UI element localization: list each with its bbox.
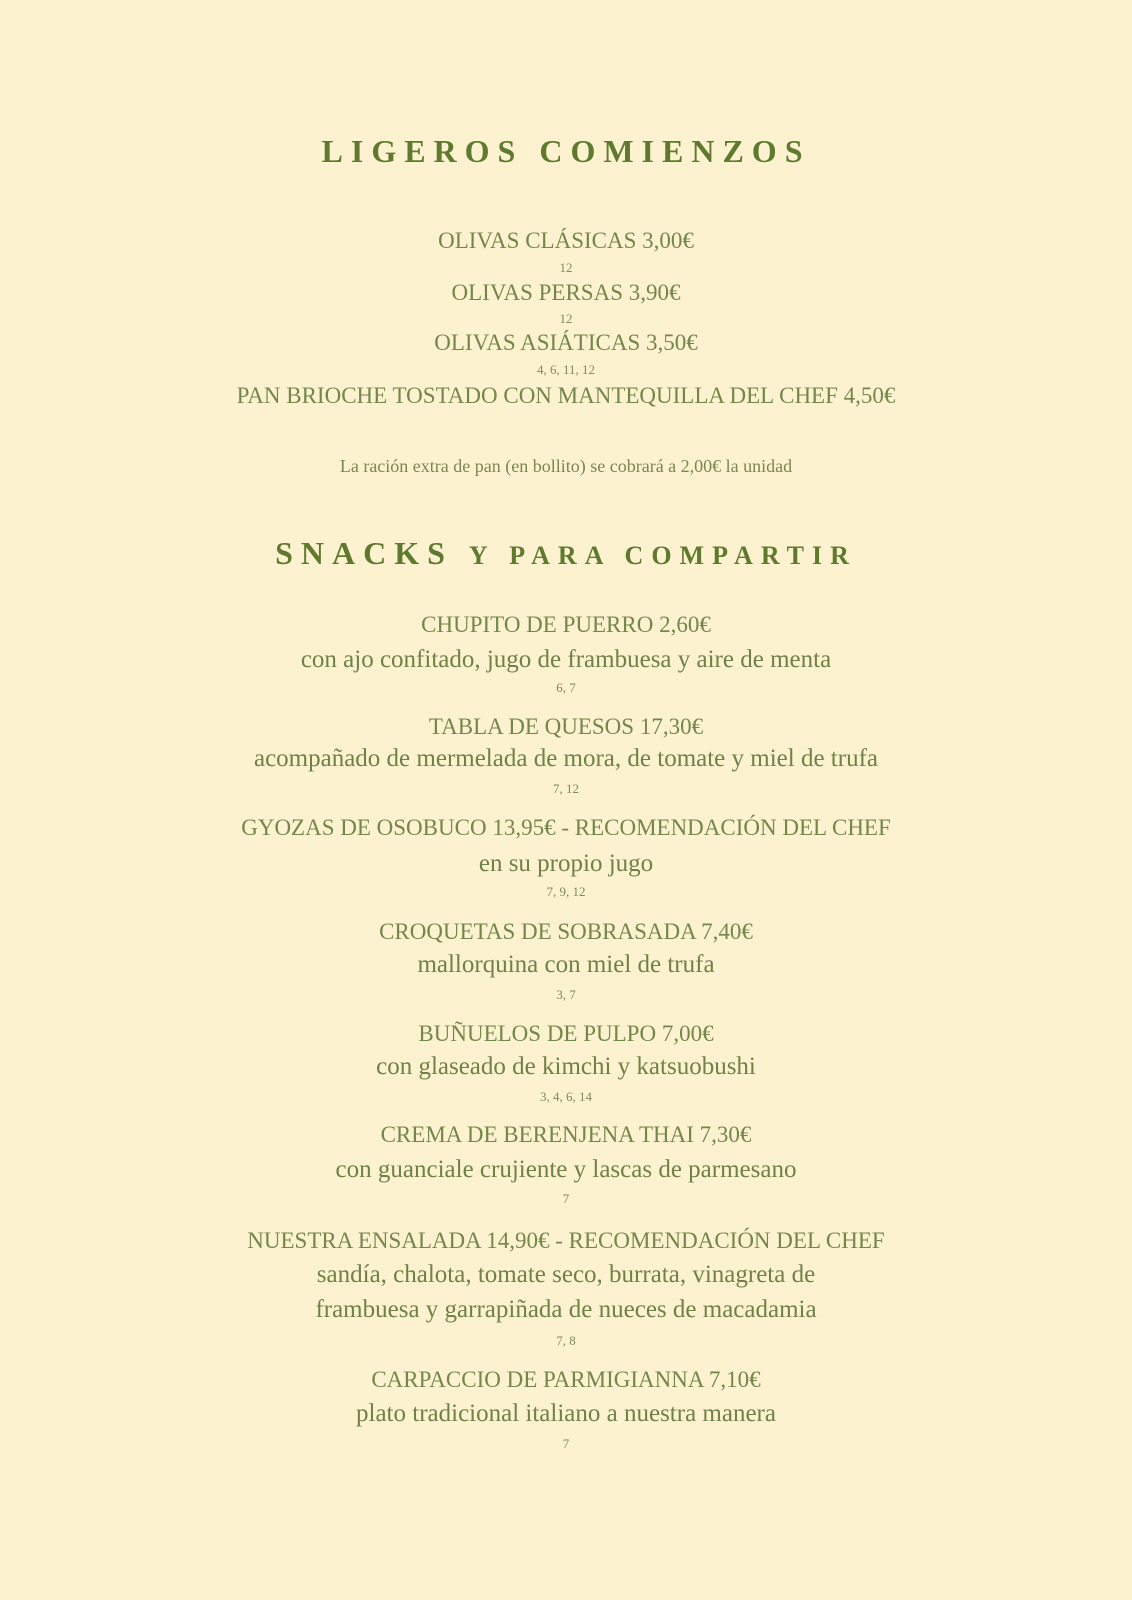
allergen-codes: 7 xyxy=(562,1436,570,1451)
menu-item-description: acompañado de mermelada de mora, de tomate y miel de trufa xyxy=(253,745,879,772)
menu-item-description: en su propio jugo xyxy=(478,850,654,877)
menu-item-name: BUÑUELOS DE PULPO 7,00€ xyxy=(418,1021,714,1046)
menu-item-name: PAN BRIOCHE TOSTADO CON MANTEQUILLA DEL CHEF 4,50€ xyxy=(236,383,896,408)
menu-item-description: con ajo confitado, jugo de frambuesa y aire de menta xyxy=(300,646,832,673)
menu-item-name: GYOZAS DE OSOBUCO 13,95€ - RECOMENDACIÓN DEL CHEF xyxy=(241,815,891,840)
menu-item-description: mallorquina con miel de trufa xyxy=(417,951,715,978)
menu-item-name: OLIVAS PERSAS 3,90€ xyxy=(451,280,681,305)
section-title-snacks-small: Y PARA COMPARTIR xyxy=(468,541,857,570)
menu-item-name: CROQUETAS DE SOBRASADA 7,40€ xyxy=(379,919,753,944)
allergen-codes: 3, 4, 6, 14 xyxy=(540,1089,592,1104)
allergen-codes: 7 xyxy=(562,1191,570,1206)
section-title-ligeros-comienzos: LIGEROS COMIENZOS xyxy=(321,133,811,169)
menu-item-name: NUESTRA ENSALADA 14,90€ - RECOMENDACIÓN DEL CHEF xyxy=(247,1228,885,1253)
menu-item-name: TABLA DE QUESOS 17,30€ xyxy=(428,714,704,739)
allergen-codes: 6, 7 xyxy=(556,680,576,695)
bread-note: La ración extra de pan (en bollito) se cobrará a 2,00€ la unidad xyxy=(339,456,793,476)
menu-item-name: CREMA DE BERENJENA THAI 7,30€ xyxy=(380,1122,752,1147)
section-title-snacks-big: SNACKS xyxy=(275,535,453,571)
menu-item-name: CARPACCIO DE PARMIGIANNA 7,10€ xyxy=(371,1367,761,1392)
menu-item-name: CHUPITO DE PUERRO 2,60€ xyxy=(421,612,711,637)
menu-item-description: con guanciale crujiente y lascas de parmesano xyxy=(335,1156,797,1183)
menu-item-description: con glaseado de kimchi y katsuobushi xyxy=(376,1053,756,1080)
menu-item-description: plato tradicional italiano a nuestra manera xyxy=(356,1400,776,1427)
allergen-codes: 12 xyxy=(559,260,573,275)
allergen-codes: 7, 8 xyxy=(556,1333,576,1348)
allergen-codes: 7, 9, 12 xyxy=(546,884,586,899)
menu-item-name: OLIVAS ASIÁTICAS 3,50€ xyxy=(434,330,698,355)
section-title-snacks xyxy=(0,535,1132,572)
allergen-codes: 4, 6, 11, 12 xyxy=(536,362,596,377)
menu-item-name: OLIVAS CLÁSICAS 3,00€ xyxy=(438,228,694,253)
menu-item-description: frambuesa y garrapiñada de nueces de macadamia xyxy=(315,1296,817,1323)
allergen-codes: 3, 7 xyxy=(556,987,576,1002)
menu-item-description: sandía, chalota, tomate seco, burrata, vinagreta de xyxy=(316,1261,816,1288)
allergen-codes: 12 xyxy=(559,311,573,326)
allergen-codes: 7, 12 xyxy=(553,781,579,796)
